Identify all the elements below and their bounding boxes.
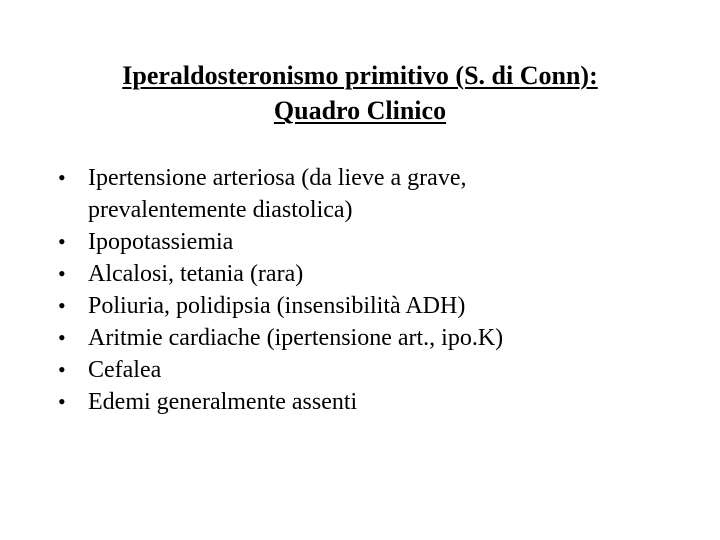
bullet-text: Ipopotassiemia: [88, 229, 234, 255]
bullet-item: [58, 290, 678, 322]
bullet-symbol: •: [58, 229, 66, 254]
bullet-item: [58, 354, 678, 386]
bullet-text-line-2: prevalentemente diastolica): [88, 197, 353, 223]
slide-title: [40, 58, 680, 128]
bullet-symbol: •: [58, 293, 66, 318]
bullet-symbol: •: [58, 389, 66, 414]
bullet-item: [58, 162, 678, 226]
bullet-item: [58, 386, 678, 418]
bullet-text-line-1: Ipertensione arteriosa (da lieve a grave,: [88, 165, 467, 191]
bullet-text: Aritmie cardiache (ipertensione art., ipo.K): [88, 325, 504, 351]
bullet-item: [58, 226, 678, 258]
bullet-text: Cefalea: [88, 357, 162, 383]
bullet-item: [58, 258, 678, 290]
slide-title-line-2: Quadro Clinico: [273, 96, 447, 125]
bullet-list: [58, 162, 678, 418]
bullet-symbol: •: [58, 261, 66, 286]
bullet-symbol: •: [58, 357, 66, 382]
slide-title-line-1: Iperaldosteronismo primitivo (S. di Conn):: [122, 61, 598, 90]
bullet-item: [58, 322, 678, 354]
bullet-text: Poliuria, polidipsia (insensibilità ADH): [88, 293, 466, 319]
bullet-text: Alcalosi, tetania (rara): [88, 261, 304, 287]
bullet-symbol: •: [58, 325, 66, 350]
bullet-symbol: •: [58, 165, 66, 190]
bullet-text: Edemi generalmente assenti: [88, 389, 358, 415]
